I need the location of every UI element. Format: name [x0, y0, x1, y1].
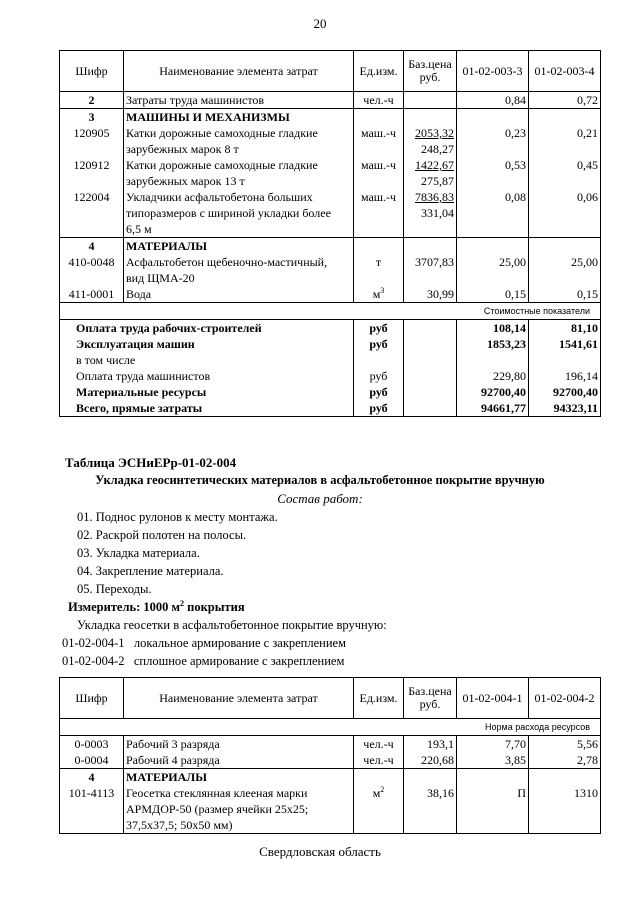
row-value: 0,21: [529, 125, 601, 157]
unit-base: м: [372, 786, 381, 800]
cost-name: Эксплуатация машин: [60, 336, 354, 352]
row-price: [404, 125, 457, 157]
cost-value: 196,14: [529, 368, 601, 384]
price-wage: 248,27: [421, 142, 454, 156]
work-item: 04. Закрепление материала.: [77, 564, 224, 578]
cost-value: 94661,77: [457, 400, 529, 417]
row-value: 0,45: [529, 157, 601, 189]
table-header-row: [60, 678, 601, 719]
header-unit: Ед.изм.: [354, 51, 404, 92]
row-name-line: Геосетка стеклянная клееная марки: [126, 786, 308, 800]
table-row: [60, 92, 601, 109]
price-machine: 1422,67: [415, 158, 454, 172]
row-value: 0,06: [529, 189, 601, 238]
meter-tail: покрытия: [184, 600, 245, 614]
cost-row: [60, 320, 601, 337]
row-value: 5,56: [529, 736, 601, 753]
row-value: 0,23: [457, 125, 529, 157]
cost-unit: руб: [354, 400, 404, 417]
row-name-line: АРМДОР-50 (размер ячейки 25х25;: [126, 802, 309, 816]
section-code: 4: [60, 769, 124, 786]
row-code: 120912: [60, 157, 124, 189]
row-price: 193,1: [404, 736, 457, 753]
row-name: [124, 125, 354, 157]
works-title: Состав работ:: [277, 491, 363, 506]
row-value: 0,72: [529, 92, 601, 109]
header-name: Наименование элемента затрат: [124, 51, 354, 92]
row-name-line: Катки дорожные самоходные гладкие: [126, 126, 318, 140]
row-name-line: вид ЩМА-20: [126, 271, 195, 285]
row-unit: маш.-ч: [354, 157, 404, 189]
cost-value: 94323,11: [529, 400, 601, 417]
row-value: 0,08: [457, 189, 529, 238]
cost-name: Оплата труда рабочих-строителей: [60, 320, 354, 337]
cost-unit: руб: [354, 320, 404, 337]
table-row: [60, 785, 601, 834]
row-value: 25,00: [529, 254, 601, 286]
work-item: 05. Переходы.: [77, 582, 152, 596]
row-unit: чел.-ч: [354, 736, 404, 753]
table-row: [60, 752, 601, 769]
row-name: [124, 254, 354, 286]
section-code: 3: [60, 109, 124, 126]
row-price: 220,68: [404, 752, 457, 769]
cost-row: [60, 352, 601, 368]
norm-header-row: [60, 719, 601, 736]
row-name-line: Укладчики асфальтобетона больших: [126, 190, 313, 204]
header-col-003-4: 01-02-003-4: [529, 51, 601, 92]
row-name-line: зарубежных марок 8 т: [126, 142, 239, 156]
cost-name: Оплата труда машинистов: [60, 368, 354, 384]
unit-exponent: 3: [380, 286, 385, 295]
price-wage: 275,87: [421, 174, 454, 188]
resource-table-01-02-004: [59, 677, 601, 834]
cost-unit: руб: [354, 384, 404, 400]
meter-exponent: 2: [180, 598, 185, 608]
row-price: [404, 92, 457, 109]
cost-value: 81,10: [529, 320, 601, 337]
price-machine: 7836,83: [415, 190, 454, 204]
cost-value: 229,80: [457, 368, 529, 384]
row-name: [124, 785, 354, 834]
row-name-line: типоразмеров с шириной укладки более: [126, 206, 331, 220]
header-unit: Ед.изм.: [354, 678, 404, 719]
row-code: 120905: [60, 125, 124, 157]
row-code: 0-0003: [60, 736, 124, 753]
row-value: 0,53: [457, 157, 529, 189]
norm-header: Норма расхода ресурсов: [60, 719, 601, 736]
row-value: 0,15: [457, 286, 529, 303]
row-unit: т: [354, 254, 404, 286]
row-price: 30,99: [404, 286, 457, 303]
table-row: [60, 189, 601, 238]
row-name-line: Асфальтобетон щебеночно-мастичный,: [126, 255, 328, 269]
row-value: 0,84: [457, 92, 529, 109]
row-code: 411-0001: [60, 286, 124, 303]
row-value: П: [457, 785, 529, 834]
cost-value: 108,14: [457, 320, 529, 337]
row-value: 25,00: [457, 254, 529, 286]
header-col-004-2: 01-02-004-2: [529, 678, 601, 719]
work-description: Укладка геосетки в асфальтобетонное покрытие вручную:: [77, 618, 387, 632]
variant-code: 01-02-004-1: [62, 636, 125, 650]
header-col-003-3: 01-02-003-3: [457, 51, 529, 92]
variant-line: [62, 636, 346, 651]
row-code: 122004: [60, 189, 124, 238]
row-name: Рабочий 3 разряда: [124, 736, 354, 753]
cost-row: [60, 400, 601, 417]
row-name: Рабочий 4 разряда: [124, 752, 354, 769]
section-heading: Укладка геосинтетических материалов в асфальтобетонное покрытие вручную: [95, 473, 545, 487]
row-name: [124, 189, 354, 238]
cost-value: 92700,40: [529, 384, 601, 400]
header-code: Шифр: [60, 678, 124, 719]
table-row: [60, 254, 601, 286]
cost-value: 92700,40: [457, 384, 529, 400]
section-title: МАТЕРИАЛЫ: [124, 769, 354, 786]
price-machine: 2053,32: [415, 126, 454, 140]
work-item: 03. Укладка материала.: [77, 546, 200, 560]
row-value: 2,78: [529, 752, 601, 769]
row-unit: чел.-ч: [354, 92, 404, 109]
section-title: МАТЕРИАЛЫ: [124, 238, 354, 255]
measurement-unit: [68, 600, 245, 615]
variant-text: сплошное армирование с закреплением: [133, 654, 345, 668]
table-row: [60, 157, 601, 189]
header-code: Шифр: [60, 51, 124, 92]
cost-unit: руб: [354, 336, 404, 352]
row-unit: [354, 785, 404, 834]
cost-row: [60, 384, 601, 400]
table-title: Таблица ЭСНиЕРр-01-02-004: [65, 455, 237, 470]
page-number: 20: [313, 16, 327, 31]
cost-row: [60, 336, 601, 352]
cost-name: в том числе: [60, 352, 354, 368]
variant-code: 01-02-004-2: [62, 654, 125, 668]
section-title: МАШИНЫ И МЕХАНИЗМЫ: [124, 109, 354, 126]
row-name-line: Катки дорожные самоходные гладкие: [126, 158, 318, 172]
unit-exponent: 2: [380, 785, 385, 794]
cost-indicators-header: Стоимостные показатели: [60, 303, 601, 320]
table-row: [60, 286, 601, 303]
header-name: Наименование элемента затрат: [124, 678, 354, 719]
row-code: 101-4113: [60, 785, 124, 834]
price-wage: 331,04: [421, 206, 454, 220]
row-price: 3707,83: [404, 254, 457, 286]
row-name-line: зарубежных марок 13 т: [126, 174, 245, 188]
unit-base: м: [372, 287, 381, 301]
section-row: [60, 109, 601, 126]
row-unit: [354, 286, 404, 303]
row-value: 3,85: [457, 752, 529, 769]
page-footer: Свердловская область: [259, 844, 381, 859]
table-row: [60, 736, 601, 753]
work-item: 02. Раскрой полотен на полосы.: [77, 528, 247, 542]
row-price: 38,16: [404, 785, 457, 834]
cost-row: [60, 368, 601, 384]
cost-value: 1853,23: [457, 336, 529, 352]
cost-header-row: [60, 303, 601, 320]
row-price: [404, 157, 457, 189]
section-code: 4: [60, 238, 124, 255]
row-code: 2: [60, 92, 124, 109]
row-name: Затраты труда машинистов: [124, 92, 354, 109]
section-row: [60, 769, 601, 786]
variant-text: локальное армирование с закреплением: [133, 636, 346, 650]
resource-table-01-02-003: [59, 50, 601, 417]
row-value: 7,70: [457, 736, 529, 753]
row-code: 0-0004: [60, 752, 124, 769]
header-base-price: Баз.цена руб.: [404, 51, 457, 92]
row-price: [404, 189, 457, 238]
section-row: [60, 238, 601, 255]
cost-unit: руб: [354, 368, 404, 384]
row-unit: чел.-ч: [354, 752, 404, 769]
row-name: Вода: [124, 286, 354, 303]
table-row: [60, 125, 601, 157]
cost-value: 1541,61: [529, 336, 601, 352]
row-unit: маш.-ч: [354, 189, 404, 238]
row-name: [124, 157, 354, 189]
row-name-line: 6,5 м: [126, 222, 152, 236]
table-header-row: [60, 51, 601, 92]
row-value: 1310: [529, 785, 601, 834]
row-name-line: 37,5х37,5; 50х50 мм): [126, 818, 233, 832]
work-item: 01. Поднос рулонов к месту монтажа.: [77, 510, 278, 524]
row-unit: маш.-ч: [354, 125, 404, 157]
row-code: 410-0048: [60, 254, 124, 286]
cost-name: Всего, прямые затраты: [60, 400, 354, 417]
header-base-price: Баз.цена руб.: [404, 678, 457, 719]
cost-name: Материальные ресурсы: [60, 384, 354, 400]
meter-label: Измеритель: 1000 м: [68, 600, 181, 614]
header-col-004-1: 01-02-004-1: [457, 678, 529, 719]
variant-line: [62, 654, 344, 669]
row-value: 0,15: [529, 286, 601, 303]
